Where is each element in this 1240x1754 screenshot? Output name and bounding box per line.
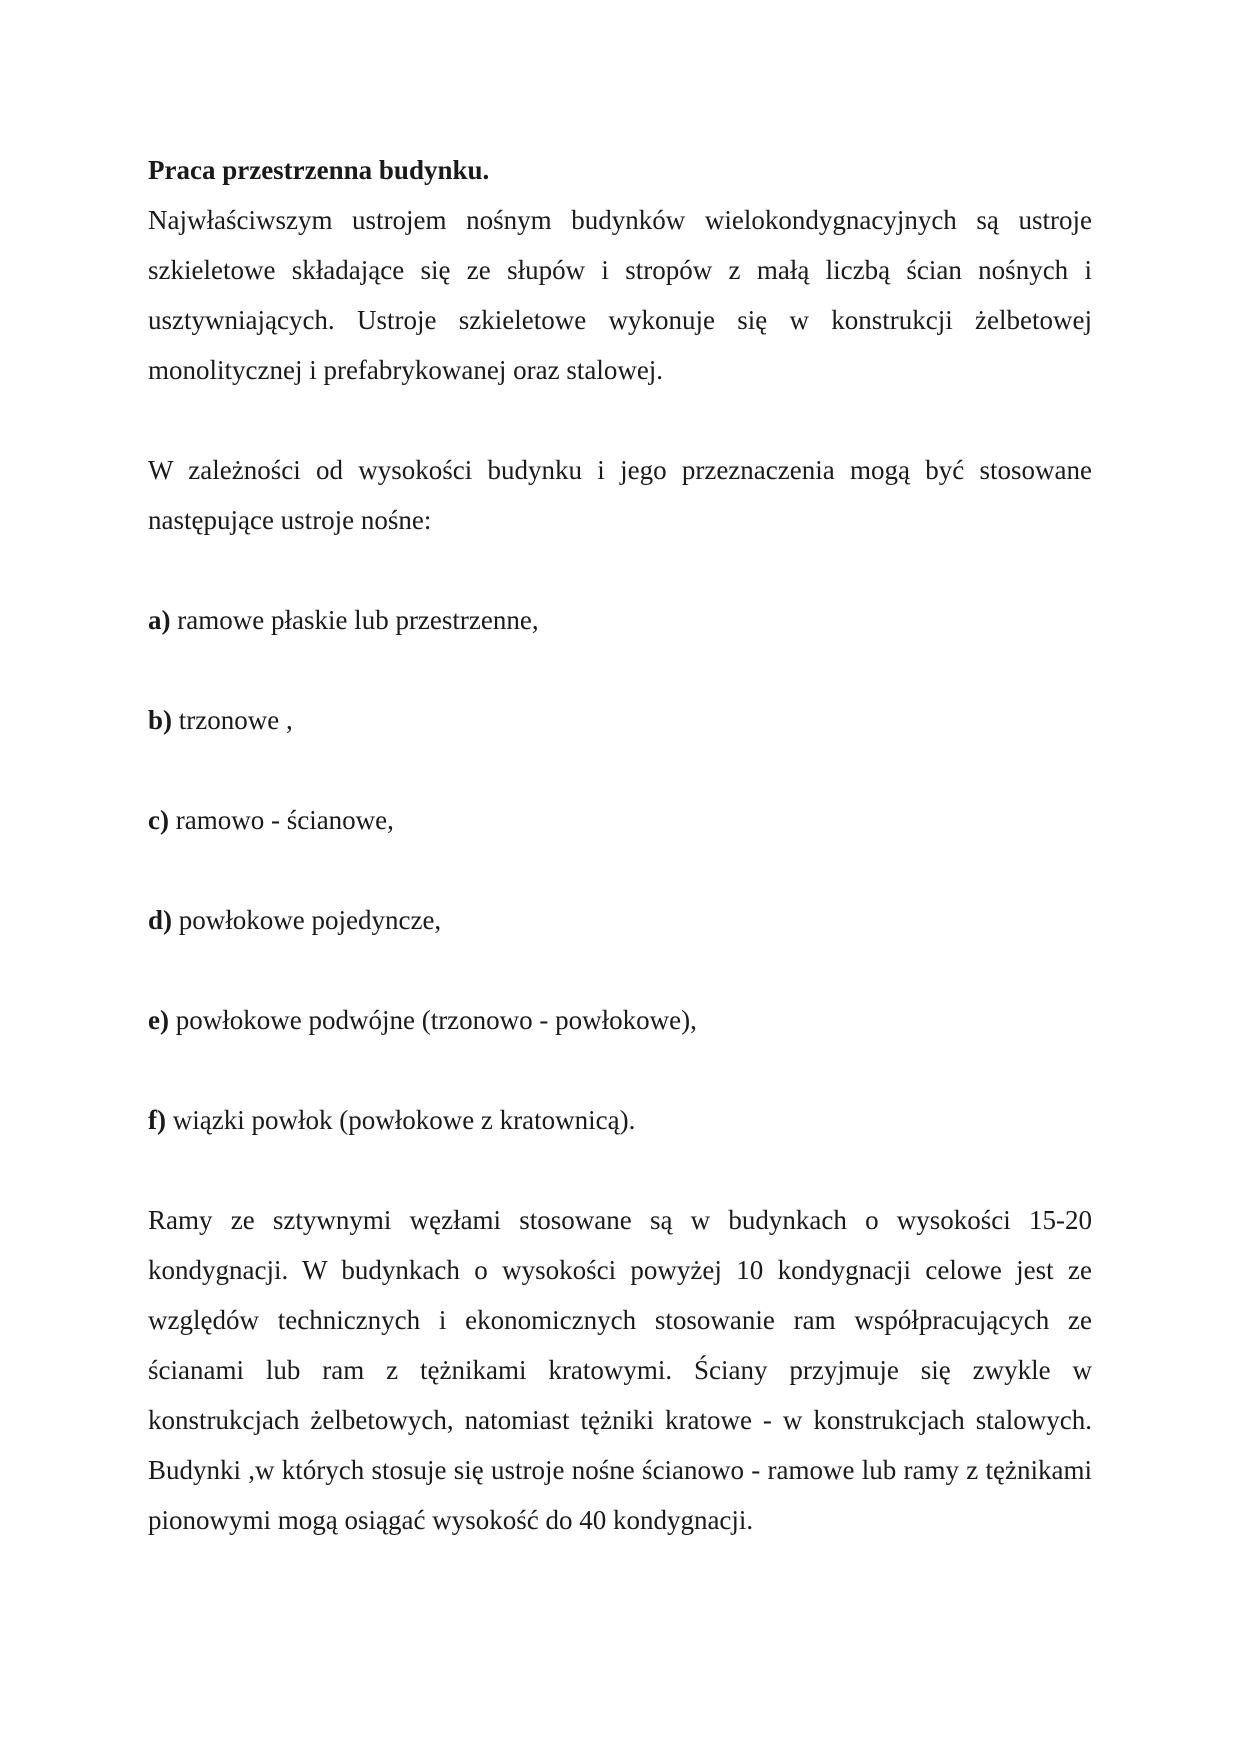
list-text: ramowo - ścianowe, (168, 805, 394, 835)
paragraph-intro: Najwłaściwszym ustrojem nośnym budynków wielokondygnacyjnych są ustroje szkieletowe składające się ze słupów i stropów z małą liczbą ścian nośnych i usztywniających. Ustroje szkieletowe wykonuje się w konstrukcji żelbetowej monolitycznej i prefabrykowanej oraz stalowej. (148, 205, 1092, 385)
document-body (148, 145, 1092, 1545)
list-letter: b) (148, 705, 173, 735)
list-letter: d) (148, 905, 173, 935)
list-item-b (148, 695, 1092, 745)
list-letter: a) (148, 605, 171, 635)
structural-systems-list (148, 595, 1092, 1145)
document-title: Praca przestrzenna budynku. (148, 155, 490, 185)
list-item-d (148, 895, 1092, 945)
list-item-a (148, 595, 1092, 645)
list-item-c (148, 795, 1092, 845)
list-item-f (148, 1095, 1092, 1145)
paragraph-frames: Ramy ze sztywnymi węzłami stosowane są w budynkach o wysokości 15-20 kondygnacji. W budynkach o wysokości powyżej 10 kondygnacji celowe jest ze względów technicznych i ekonomicznych stosowanie ram współpracujących ze ścianami lub ram z tężnikami kratowymi. Ściany przyjmuje się zwykle w konstrukcjach żelbetowych, natomiast tężniki kratowe - w konstrukcjach stalowych. Budynki ,w których stosuje się ustroje nośne ścianowo - ramowe lub ramy z tężnikami pionowymi mogą osiągać wysokość do 40 kondygnacji. (148, 1205, 1092, 1535)
list-item-e (148, 995, 1092, 1045)
list-text: ramowe płaskie lub przestrzenne, (170, 605, 539, 635)
list-letter: e) (148, 1005, 169, 1035)
paragraph-systems: W zależności od wysokości budynku i jego przeznaczenia mogą być stosowane następujące ustroje nośne: (148, 455, 1092, 535)
list-letter: f) (148, 1105, 166, 1135)
list-text: trzonowe , (172, 705, 293, 735)
list-text: powłokowe podwójne (trzonowo - powłokowe), (168, 1005, 697, 1035)
list-text: powłokowe pojedyncze, (172, 905, 442, 935)
list-text: wiązki powłok (powłokowe z kratownicą). (165, 1105, 636, 1135)
list-letter: c) (148, 805, 169, 835)
